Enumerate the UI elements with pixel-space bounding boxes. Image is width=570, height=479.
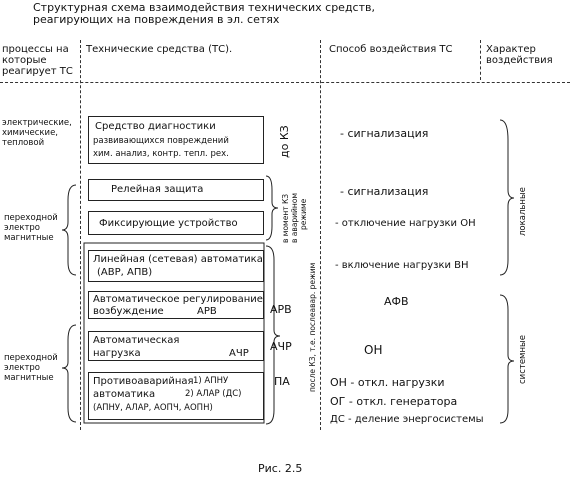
- excitation-line2: возбуждение: [93, 306, 164, 317]
- bracket-after: [266, 246, 280, 424]
- action-signal-1: - сигнализация: [340, 127, 429, 140]
- action-signal-2: - сигнализация: [340, 185, 429, 198]
- process-transient1-2: электро: [4, 223, 41, 233]
- emergency-item1: 1) АПНУ: [193, 376, 229, 386]
- action-load-on: - включение нагрузки ВН: [335, 260, 469, 271]
- header-devices: Технические средства (ТС).: [86, 44, 233, 55]
- load-line2: нагрузка: [93, 348, 141, 359]
- action-on: ОН: [364, 343, 383, 357]
- action-load-off: - отключение нагрузки ОН: [335, 218, 476, 229]
- side-tag-achr: АЧР: [270, 340, 292, 353]
- diagram-title-line2: реагирующих на повреждения в эл. сетях: [33, 13, 280, 26]
- side-tag-pa: ПА: [274, 375, 290, 388]
- bracket-local: [500, 120, 514, 275]
- figure-caption: Рис. 2.5: [258, 462, 303, 475]
- device-line-automation: [88, 250, 264, 282]
- process-thermal-1: электрические,: [2, 118, 72, 128]
- device-auto-load: [88, 331, 264, 361]
- process-transient2-1: переходной: [4, 353, 58, 363]
- process-thermal-2: химические,: [2, 128, 59, 138]
- action-og-full: ОГ - откл. генератора: [330, 395, 458, 408]
- header-processes-1: процессы на: [2, 44, 69, 55]
- left-bracket-transient1: [62, 185, 76, 275]
- process-transient1-3: магнитные: [4, 233, 54, 243]
- action-on-full: ОН - откл. нагрузки: [330, 376, 445, 389]
- device-recorder: [88, 211, 264, 235]
- left-bracket-transient2: [62, 325, 76, 422]
- load-tag: АЧР: [229, 348, 249, 359]
- character-system: системные: [518, 335, 528, 384]
- excitation-line1: Автоматическое регулирование: [93, 294, 263, 305]
- action-afv: АФВ: [384, 295, 409, 308]
- device-diagnostics: [88, 116, 264, 164]
- header-processes-2: которые: [2, 55, 47, 66]
- load-line1: Автоматическая: [93, 335, 180, 346]
- device-relay-protection: [88, 179, 264, 201]
- side-label-moment-1: в момент КЗ: [281, 193, 290, 243]
- character-local: локальные: [518, 187, 528, 236]
- side-label-moment-2: в аварийном: [290, 192, 299, 243]
- recorder-label: Фиксирующие устройство: [99, 218, 238, 229]
- emergency-line2: автоматика: [93, 389, 156, 400]
- emergency-item2: 2) АЛАР (ДС): [185, 389, 242, 399]
- bracket-system: [500, 295, 514, 423]
- side-label-after: после КЗ, т.е. послеавар. режим: [308, 262, 317, 392]
- device-excitation-control: [88, 291, 264, 319]
- diagnostics-line2: развивающихся повреждений: [93, 136, 229, 146]
- diagnostics-line1: Средство диагностики: [95, 121, 216, 132]
- diagnostics-line3: хим. анализ, контр. тепл. рех.: [93, 149, 229, 159]
- side-label-before-kz: до КЗ: [278, 125, 291, 158]
- relay-label: Релейная защита: [111, 184, 204, 195]
- side-tag-arv: АРВ: [270, 303, 292, 316]
- excitation-tag: АРВ: [197, 306, 217, 317]
- action-ds-full: ДС - деление энергосистемы: [330, 414, 484, 425]
- diagram-title-line1: Структурная схема взаимодействия технических средств,: [33, 1, 375, 14]
- emergency-line1: Противоаварийная: [93, 376, 194, 387]
- side-label-moment-3: режиме: [299, 198, 308, 230]
- header-character-2: воздействия: [486, 55, 553, 66]
- line-auto-line2: (АВР, АПВ): [97, 267, 153, 278]
- device-emergency-automation: [88, 372, 264, 420]
- header-method: Способ воздействия ТС: [329, 44, 453, 55]
- process-transient2-3: магнитные: [4, 373, 54, 383]
- header-processes-3: реагирует ТС: [2, 66, 73, 77]
- line-auto-line1: Линейная (сетевая) автоматика: [93, 254, 263, 265]
- process-transient1-1: переходной: [4, 213, 58, 223]
- process-thermal-3: тепловой: [2, 138, 45, 148]
- header-character-1: Характер: [486, 44, 536, 55]
- emergency-line3: (АПНУ, АЛАР, АОПЧ, АОПН): [93, 403, 213, 413]
- process-transient2-2: электро: [4, 363, 41, 373]
- bracket-moment: [266, 176, 278, 240]
